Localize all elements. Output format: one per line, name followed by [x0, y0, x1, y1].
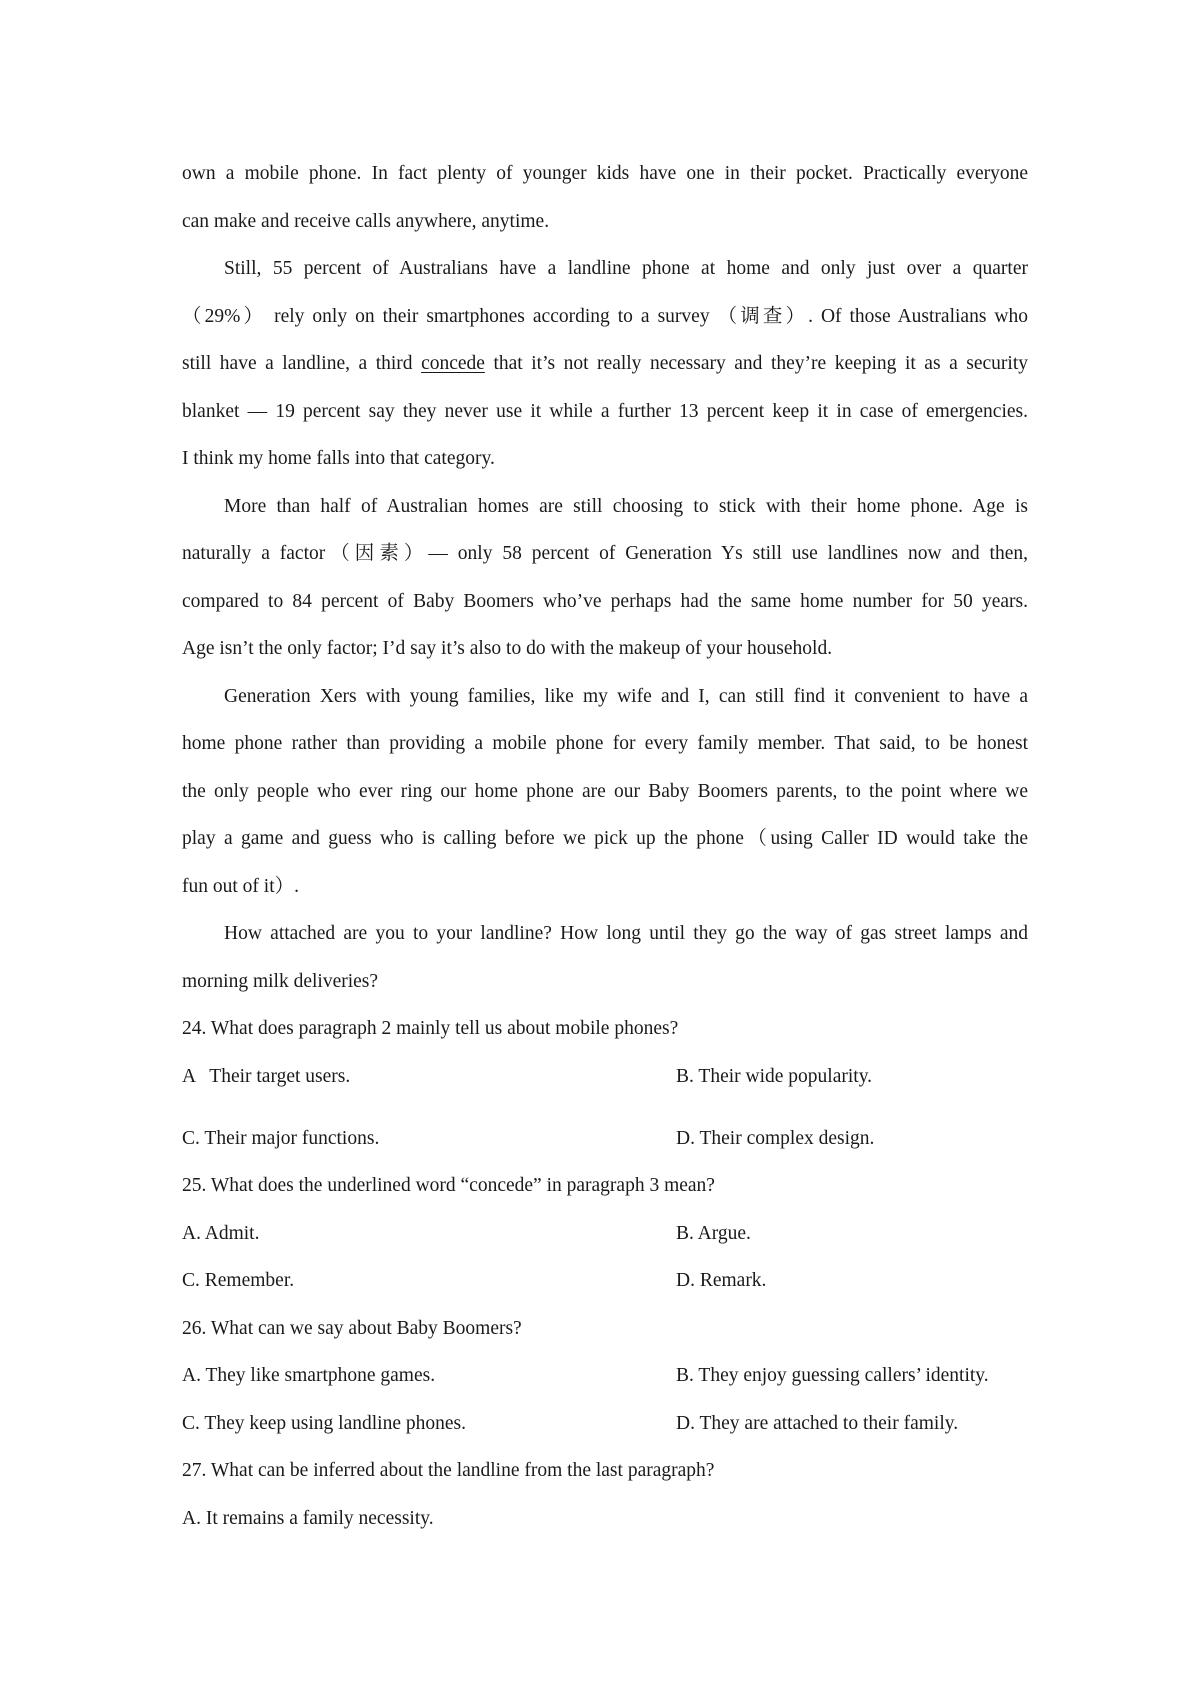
passage-line: How attached are you to your landline? How long until they go the way of gas street lamps and: [224, 923, 1028, 944]
option-d: D. Their complex design.: [676, 1127, 875, 1149]
passage-line: More than half of Australian homes are still choosing to stick with their home phone. Age is: [224, 495, 1028, 517]
option-c: C. Their major functions.: [182, 1127, 380, 1149]
passage-text: that it’s not really necessary and they’re keeping it as a security: [484, 353, 1028, 374]
option-a: A. Admit.: [182, 1222, 260, 1244]
passage-line: compared to 84 percent of Baby Boomers who’ve perhaps had the same home number for 50 years.: [182, 590, 1028, 612]
passage-line: fun out of it）.: [182, 875, 299, 897]
option-b: B. Argue.: [676, 1222, 751, 1244]
options-row: [182, 1053, 1028, 1115]
question-stem: 24. What does paragraph 2 mainly tell us about mobile phones?: [182, 1018, 679, 1039]
options-row: [182, 1352, 1028, 1400]
options-row: [182, 1495, 1028, 1543]
underlined-word: concede: [421, 353, 485, 374]
question-stem: 27. What can be inferred about the landline from the last paragraph?: [182, 1460, 715, 1481]
option-c: C. They keep using landline phones.: [182, 1412, 466, 1434]
option-a: A. They like smartphone games.: [182, 1365, 436, 1386]
passage-line: （29%） rely only on their smartphones according to a survey （调查）. Of those Australians who: [182, 305, 1028, 327]
passage-line: Still, 55 percent of Australians have a landline phone at home and only just over a quarter: [224, 258, 1028, 279]
option-c: C. Remember.: [182, 1270, 295, 1291]
option-b: B. They enjoy guessing callers’ identity.: [676, 1365, 989, 1386]
option-d: D. They are attached to their family.: [676, 1412, 959, 1434]
passage-line: can make and receive calls anywhere, anytime.: [182, 210, 550, 232]
option-a: A Their target users.: [182, 1065, 351, 1087]
option-d: D. Remark.: [676, 1270, 767, 1291]
passage-line: play a game and guess who is calling before we pick up the phone（using Caller ID would take the: [182, 828, 1028, 849]
option-b: B. Their wide popularity.: [676, 1065, 873, 1087]
options-row: [182, 1115, 1028, 1163]
passage-line: home phone rather than providing a mobile phone for every family member. That said, to be honest: [182, 733, 1028, 754]
question-stem: 25. What does the underlined word “concede” in paragraph 3 mean?: [182, 1175, 715, 1196]
passage-line: blanket — 19 percent say they never use it while a further 13 percent keep it in case of emergencies.: [182, 400, 1028, 422]
passage-line: the only people who ever ring our home phone are our Baby Boomers parents, to the point where we: [182, 780, 1028, 802]
passage-text: still have a landline, a third: [182, 353, 422, 374]
options-row: [182, 1210, 1028, 1258]
option-a: A. It remains a family necessity.: [182, 1507, 434, 1529]
passage-line: I think my home falls into that category.: [182, 448, 495, 469]
passage-line: Generation Xers with young families, like my wife and I, can still find it convenient to have a: [224, 685, 1028, 707]
passage-line: morning milk deliveries?: [182, 970, 379, 992]
passage-line: Age isn’t the only factor; I’d say it’s also to do with the makeup of your household.: [182, 638, 833, 659]
passage-line: own a mobile phone. In fact plenty of younger kids have one in their pocket. Practically everyone: [182, 163, 1028, 184]
question-stem: 26. What can we say about Baby Boomers?: [182, 1317, 522, 1339]
exam-page: [182, 150, 1028, 1542]
options-row: [182, 1257, 1028, 1305]
options-row: [182, 1400, 1028, 1448]
passage-line: [182, 340, 1028, 388]
passage-line: naturally a factor（因素）— only 58 percent of Generation Ys still use landlines now and then,: [182, 543, 1028, 564]
